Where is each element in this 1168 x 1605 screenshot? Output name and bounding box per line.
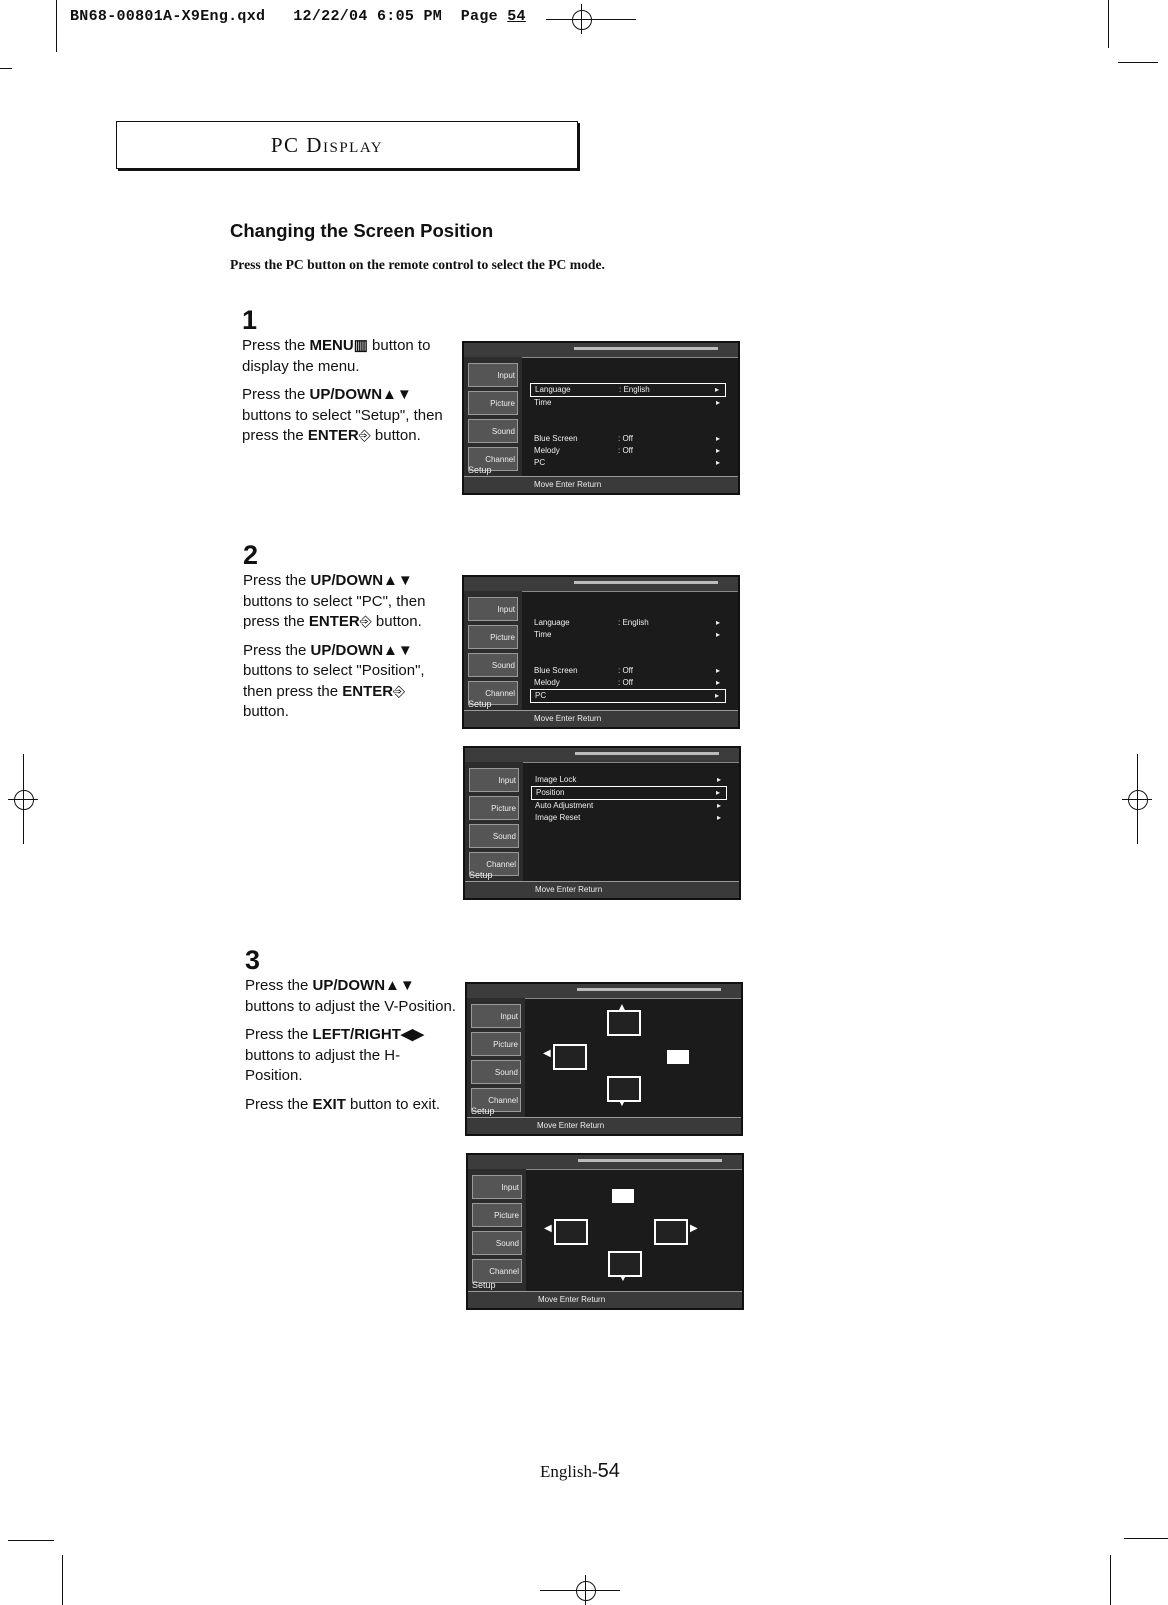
tv-screen-position-adjust-2	[466, 1153, 744, 1310]
screen-topbar	[464, 577, 738, 592]
setup-menu-list	[530, 383, 726, 469]
menu-row-language[interactable]: Language : English ▸	[534, 618, 720, 627]
screen-bottombar: Move Enter Return	[468, 1291, 742, 1308]
step-paragraph: Press the MENU▥ button to display the menu.	[242, 337, 431, 375]
picture-icon: Picture	[468, 391, 518, 415]
left-arrow-icon: ◀	[544, 1223, 552, 1234]
setup-label: Setup	[469, 870, 493, 880]
step-number: 3	[245, 945, 261, 975]
left-position-icon	[553, 1044, 587, 1070]
screen-sidebar	[464, 591, 522, 711]
print-date: 12/22/04	[293, 8, 368, 25]
footer-page-number: 54	[597, 1460, 620, 1482]
screen-topbar	[468, 1155, 742, 1170]
crop-mark	[1118, 62, 1158, 63]
up-position-icon	[612, 1189, 634, 1203]
up-position-icon	[607, 1010, 641, 1036]
screen-topbar	[467, 984, 741, 999]
sound-icon: Sound	[469, 824, 519, 848]
menu-row-auto-adjustment[interactable]: Auto Adjustment ▸	[535, 801, 721, 810]
menu-row-melody[interactable]: Melody : Off ▸	[534, 678, 720, 687]
picture-icon: Picture	[468, 625, 518, 649]
step-paragraph: Press the EXIT button to exit.	[245, 1095, 441, 1113]
right-position-icon	[667, 1050, 689, 1064]
crop-mark	[62, 1555, 63, 1605]
screen-topbar	[464, 343, 738, 358]
step-paragraph: Press the LEFT/RIGHT◀▶ buttons to adjust the H-Position.	[245, 1026, 424, 1084]
menu-row-time[interactable]: Time ▸	[534, 398, 720, 407]
menu-row-position[interactable]: Position ▸	[531, 786, 727, 800]
screen-bottombar: Move Enter Return	[465, 881, 739, 898]
down-arrow-icon: ▼	[618, 1273, 628, 1284]
picture-icon: Picture	[469, 796, 519, 820]
section-title-box	[116, 121, 578, 169]
sound-icon: Sound	[471, 1060, 521, 1084]
left-position-icon	[554, 1219, 588, 1245]
print-header	[70, 8, 526, 25]
tv-screen-pc-select	[462, 575, 740, 729]
menu-row-pc[interactable]: PC ▸	[534, 458, 720, 467]
footer-language: English-	[540, 1462, 598, 1481]
setup-label: Setup	[468, 465, 492, 475]
left-arrow-icon: ◀	[543, 1048, 551, 1059]
screen-sidebar	[465, 762, 523, 882]
screen-sidebar	[464, 357, 522, 477]
step-3	[245, 945, 457, 1123]
menu-row-image-reset[interactable]: Image Reset ▸	[535, 813, 721, 822]
print-file: BN68-00801A-X9Eng.qxd	[70, 8, 266, 25]
page-heading: Changing the Screen Position	[230, 220, 494, 241]
menu-row-pc[interactable]: PC ▸	[530, 689, 726, 703]
print-time: 6:05 PM	[376, 8, 443, 25]
right-arrow-icon: ▶	[690, 1223, 698, 1234]
step-1	[242, 305, 454, 455]
screen-sidebar	[467, 998, 525, 1118]
crop-mark	[8, 1540, 54, 1541]
crop-mark	[1124, 1538, 1168, 1539]
screen-bottombar: Move Enter Return	[467, 1117, 741, 1134]
sound-icon: Sound	[472, 1231, 522, 1255]
menu-row-language[interactable]: Language : English ▸	[530, 383, 726, 397]
print-page-label: Page	[460, 8, 498, 25]
screen-topbar	[465, 748, 739, 763]
step-number: 2	[243, 540, 259, 570]
input-icon: Input	[468, 363, 518, 387]
screen-bottombar: Move Enter Return	[464, 710, 738, 727]
sound-icon: Sound	[468, 419, 518, 443]
setup-menu-list	[530, 617, 726, 703]
step-paragraph: Press the UP/DOWN▲▼ buttons to select "PC", then press the ENTER⎆ button.	[243, 572, 426, 630]
down-arrow-icon: ▼	[617, 1098, 627, 1109]
intro-text: Press the PC button on the remote control to select the PC mode.	[230, 257, 605, 272]
screen-sidebar	[468, 1169, 526, 1292]
step-paragraph: Press the UP/DOWN▲▼ buttons to select "Setup", then press the ENTER⎆ button.	[242, 386, 443, 444]
crop-mark	[56, 0, 57, 52]
setup-label: Setup	[472, 1280, 496, 1290]
print-page-num: 54	[507, 8, 526, 25]
menu-row-blue-screen[interactable]: Blue Screen : Off ▸	[534, 434, 720, 443]
crop-mark	[1108, 0, 1109, 48]
tv-screen-pc-menu	[463, 746, 741, 900]
input-icon: Input	[468, 597, 518, 621]
channel-icon: Channel	[469, 852, 519, 876]
pc-menu-list	[531, 774, 727, 824]
menu-row-melody[interactable]: Melody : Off ▸	[534, 446, 720, 455]
up-arrow-icon: ▲	[617, 1002, 627, 1013]
tv-screen-position-adjust	[465, 982, 743, 1136]
channel-icon: Channel	[468, 681, 518, 705]
crop-mark	[0, 68, 12, 69]
registration-mark	[566, 4, 596, 34]
step-paragraph: Press the UP/DOWN▲▼ buttons to select "Position", then press the ENTER⎆ button.	[243, 641, 425, 720]
registration-mark	[570, 1575, 600, 1605]
menu-row-blue-screen[interactable]: Blue Screen : Off ▸	[534, 666, 720, 675]
right-position-icon	[654, 1219, 688, 1245]
channel-icon: Channel	[471, 1088, 521, 1112]
step-number: 1	[242, 305, 258, 335]
setup-label: Setup	[468, 699, 492, 709]
channel-icon: Channel	[472, 1259, 522, 1283]
step-paragraph: Press the UP/DOWN▲▼ buttons to adjust the V-Position.	[245, 977, 456, 1015]
page-footer	[540, 1460, 620, 1483]
registration-mark	[8, 784, 38, 814]
tv-screen-setup-menu	[462, 341, 740, 495]
picture-icon: Picture	[471, 1032, 521, 1056]
crop-mark	[1110, 1555, 1111, 1605]
input-icon: Input	[472, 1175, 522, 1199]
sound-icon: Sound	[468, 653, 518, 677]
picture-icon: Picture	[472, 1203, 522, 1227]
menu-row-image-lock[interactable]: Image Lock ▸	[535, 775, 721, 784]
input-icon: Input	[471, 1004, 521, 1028]
section-title: PC Display	[270, 132, 384, 157]
registration-mark	[1122, 784, 1152, 814]
screen-bottombar: Move Enter Return	[464, 476, 738, 493]
input-icon: Input	[469, 768, 519, 792]
channel-icon: Channel	[468, 447, 518, 471]
menu-row-time[interactable]: Time ▸	[534, 630, 720, 639]
setup-label: Setup	[471, 1106, 495, 1116]
step-2	[243, 540, 455, 731]
